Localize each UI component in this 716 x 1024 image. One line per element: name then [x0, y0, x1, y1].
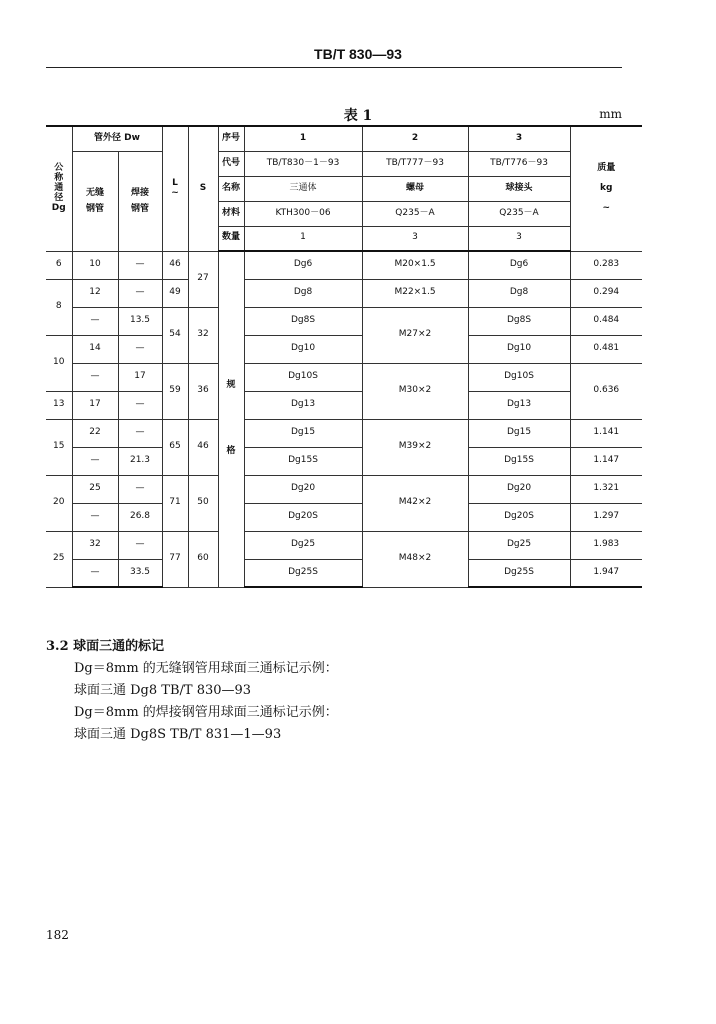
- seamless-cell: —: [72, 559, 118, 587]
- welded-header: [118, 151, 162, 251]
- col3-cell: Dg25: [468, 531, 570, 559]
- document-header-title: TB/T 830—93: [314, 46, 402, 62]
- seamless-cell: —: [72, 503, 118, 531]
- spec-table: [46, 125, 642, 588]
- l-tilde: ~: [171, 187, 179, 198]
- mass-cell: 0.481: [570, 335, 642, 363]
- col2-cell: M22×1.5: [362, 279, 468, 307]
- section-line: 球面三通 Dg8S TB/T 831—1—93: [74, 727, 282, 742]
- dg-header: [46, 126, 72, 251]
- welded-cell: —: [118, 279, 162, 307]
- col3-cell: Dg8S: [468, 307, 570, 335]
- l-cell: 65: [162, 419, 188, 475]
- l-cell: 71: [162, 475, 188, 531]
- l-header: [162, 126, 188, 251]
- col1-cell: Dg25: [244, 531, 362, 559]
- s-header: S: [188, 126, 218, 251]
- col1-name: 三通体: [244, 176, 362, 201]
- mass-cell: 1.983: [570, 531, 642, 559]
- col1-code: TB/T830－1－93: [244, 151, 362, 176]
- section-heading: 3.2 球面三通的标记: [46, 639, 165, 654]
- section-line: Dg＝8mm 的无缝钢管用球面三通标记示例：: [74, 661, 338, 676]
- welded-cell: —: [118, 475, 162, 503]
- seamless-header: [72, 151, 118, 251]
- mass-tilde: ~: [602, 202, 611, 213]
- seamless-label: 无缝钢管: [85, 188, 104, 214]
- col2-cell: M42×2: [362, 475, 468, 531]
- col2-qty: 3: [362, 226, 468, 251]
- mass-cell: 0.484: [570, 307, 642, 335]
- row-label-name: 名称: [218, 176, 244, 201]
- s-cell: 36: [188, 363, 218, 419]
- row-label-qty: 数量: [218, 226, 244, 251]
- l-cell: 59: [162, 363, 188, 419]
- mass-header: [570, 126, 642, 251]
- col1-qty: 1: [244, 226, 362, 251]
- col3-material: Q235－A: [468, 201, 570, 226]
- welded-cell: 21.3: [118, 447, 162, 475]
- seamless-cell: 12: [72, 279, 118, 307]
- dg-label-char: 公: [54, 163, 64, 174]
- col1-seq: 1: [244, 126, 362, 151]
- welded-cell: —: [118, 531, 162, 559]
- seamless-cell: 32: [72, 531, 118, 559]
- col3-cell: Dg15: [468, 419, 570, 447]
- dg-cell: 8: [46, 279, 72, 335]
- mass-cell: 0.294: [570, 279, 642, 307]
- col3-cell: Dg15S: [468, 447, 570, 475]
- col2-cell: M20×1.5: [362, 251, 468, 279]
- col2-cell: M48×2: [362, 531, 468, 587]
- col3-cell: Dg6: [468, 251, 570, 279]
- col3-qty: 3: [468, 226, 570, 251]
- col3-name: 球接头: [468, 176, 570, 201]
- col3-cell: Dg20: [468, 475, 570, 503]
- col1-cell: Dg8: [244, 279, 362, 307]
- col3-cell: Dg25S: [468, 559, 570, 587]
- mass-unit: kg: [600, 182, 613, 193]
- dg-cell: 20: [46, 475, 72, 531]
- s-cell: 50: [188, 475, 218, 531]
- dg-label-sym: Dg: [51, 202, 66, 213]
- seamless-cell: 25: [72, 475, 118, 503]
- col1-cell: Dg13: [244, 391, 362, 419]
- row-label-material: 材料: [218, 201, 244, 226]
- col3-cell: Dg13: [468, 391, 570, 419]
- col3-code: TB/T776－93: [468, 151, 570, 176]
- table-title: 表 1: [343, 108, 373, 124]
- col2-name: 螺母: [362, 176, 468, 201]
- mass-cell: 1.141: [570, 419, 642, 447]
- seamless-cell: 14: [72, 335, 118, 363]
- welded-cell: —: [118, 335, 162, 363]
- col2-cell: M30×2: [362, 363, 468, 419]
- seamless-cell: —: [72, 447, 118, 475]
- spec-label: [218, 251, 244, 587]
- welded-cell: 26.8: [118, 503, 162, 531]
- seamless-cell: —: [72, 307, 118, 335]
- seamless-cell: 10: [72, 251, 118, 279]
- table-unit: mm: [599, 107, 622, 121]
- mass-cell: 0.636: [570, 363, 642, 419]
- l-cell: 46: [162, 251, 188, 279]
- spec-label-char: 规: [226, 380, 236, 391]
- l-cell: 54: [162, 307, 188, 363]
- dg-cell: 10: [46, 335, 72, 391]
- mass-cell: 0.283: [570, 251, 642, 279]
- col2-cell: M27×2: [362, 307, 468, 363]
- welded-cell: —: [118, 419, 162, 447]
- col3-cell: Dg10S: [468, 363, 570, 391]
- col1-cell: Dg15: [244, 419, 362, 447]
- section-line: Dg＝8mm 的焊接钢管用球面三通标记示例：: [74, 705, 338, 720]
- seamless-cell: —: [72, 363, 118, 391]
- col1-cell: Dg8S: [244, 307, 362, 335]
- welded-cell: —: [118, 391, 162, 419]
- col2-material: Q235－A: [362, 201, 468, 226]
- dg-cell: 13: [46, 391, 72, 419]
- dg-label-char: 径: [54, 192, 64, 203]
- l-cell: 77: [162, 531, 188, 587]
- mass-cell: 1.321: [570, 475, 642, 503]
- seamless-cell: 22: [72, 419, 118, 447]
- col2-code: TB/T777－93: [362, 151, 468, 176]
- col1-cell: Dg15S: [244, 447, 362, 475]
- dg-label-char: 通: [54, 182, 64, 193]
- col1-cell: Dg20: [244, 475, 362, 503]
- marking-section: [46, 636, 338, 746]
- dg-cell: 25: [46, 531, 72, 587]
- col3-cell: Dg10: [468, 335, 570, 363]
- welded-cell: 33.5: [118, 559, 162, 587]
- spec-label-char: 格: [226, 446, 236, 457]
- mass-cell: 1.947: [570, 559, 642, 587]
- dg-cell: 15: [46, 419, 72, 475]
- col3-cell: Dg8: [468, 279, 570, 307]
- welded-label: 焊接钢管: [130, 188, 149, 214]
- outer-diameter-header: 管外径 Dw: [72, 126, 162, 151]
- s-cell: 46: [188, 419, 218, 475]
- col3-seq: 3: [468, 126, 570, 151]
- header-rule: [46, 67, 622, 68]
- col1-cell: Dg20S: [244, 503, 362, 531]
- col1-cell: Dg25S: [244, 559, 362, 587]
- page-number: 182: [46, 928, 69, 942]
- s-cell: 27: [188, 251, 218, 307]
- section-line: 球面三通 Dg8 TB/T 830—93: [74, 683, 252, 698]
- dg-cell: 6: [46, 251, 72, 279]
- s-cell: 60: [188, 531, 218, 587]
- mass-cell: 1.147: [570, 447, 642, 475]
- col1-cell: Dg10S: [244, 363, 362, 391]
- welded-cell: 17: [118, 363, 162, 391]
- col3-cell: Dg20S: [468, 503, 570, 531]
- col2-seq: 2: [362, 126, 468, 151]
- mass-label: 质量: [597, 162, 616, 173]
- col2-cell: M39×2: [362, 419, 468, 475]
- col1-material: KTH300－06: [244, 201, 362, 226]
- col1-cell: Dg10: [244, 335, 362, 363]
- mass-cell: 1.297: [570, 503, 642, 531]
- col1-cell: Dg6: [244, 251, 362, 279]
- row-label-seq: 序号: [218, 126, 244, 151]
- l-cell: 49: [162, 279, 188, 307]
- dg-label-char: 称: [54, 172, 64, 183]
- welded-cell: —: [118, 251, 162, 279]
- l-label: L: [172, 177, 178, 188]
- row-label-code: 代号: [218, 151, 244, 176]
- s-cell: 32: [188, 307, 218, 363]
- welded-cell: 13.5: [118, 307, 162, 335]
- seamless-cell: 17: [72, 391, 118, 419]
